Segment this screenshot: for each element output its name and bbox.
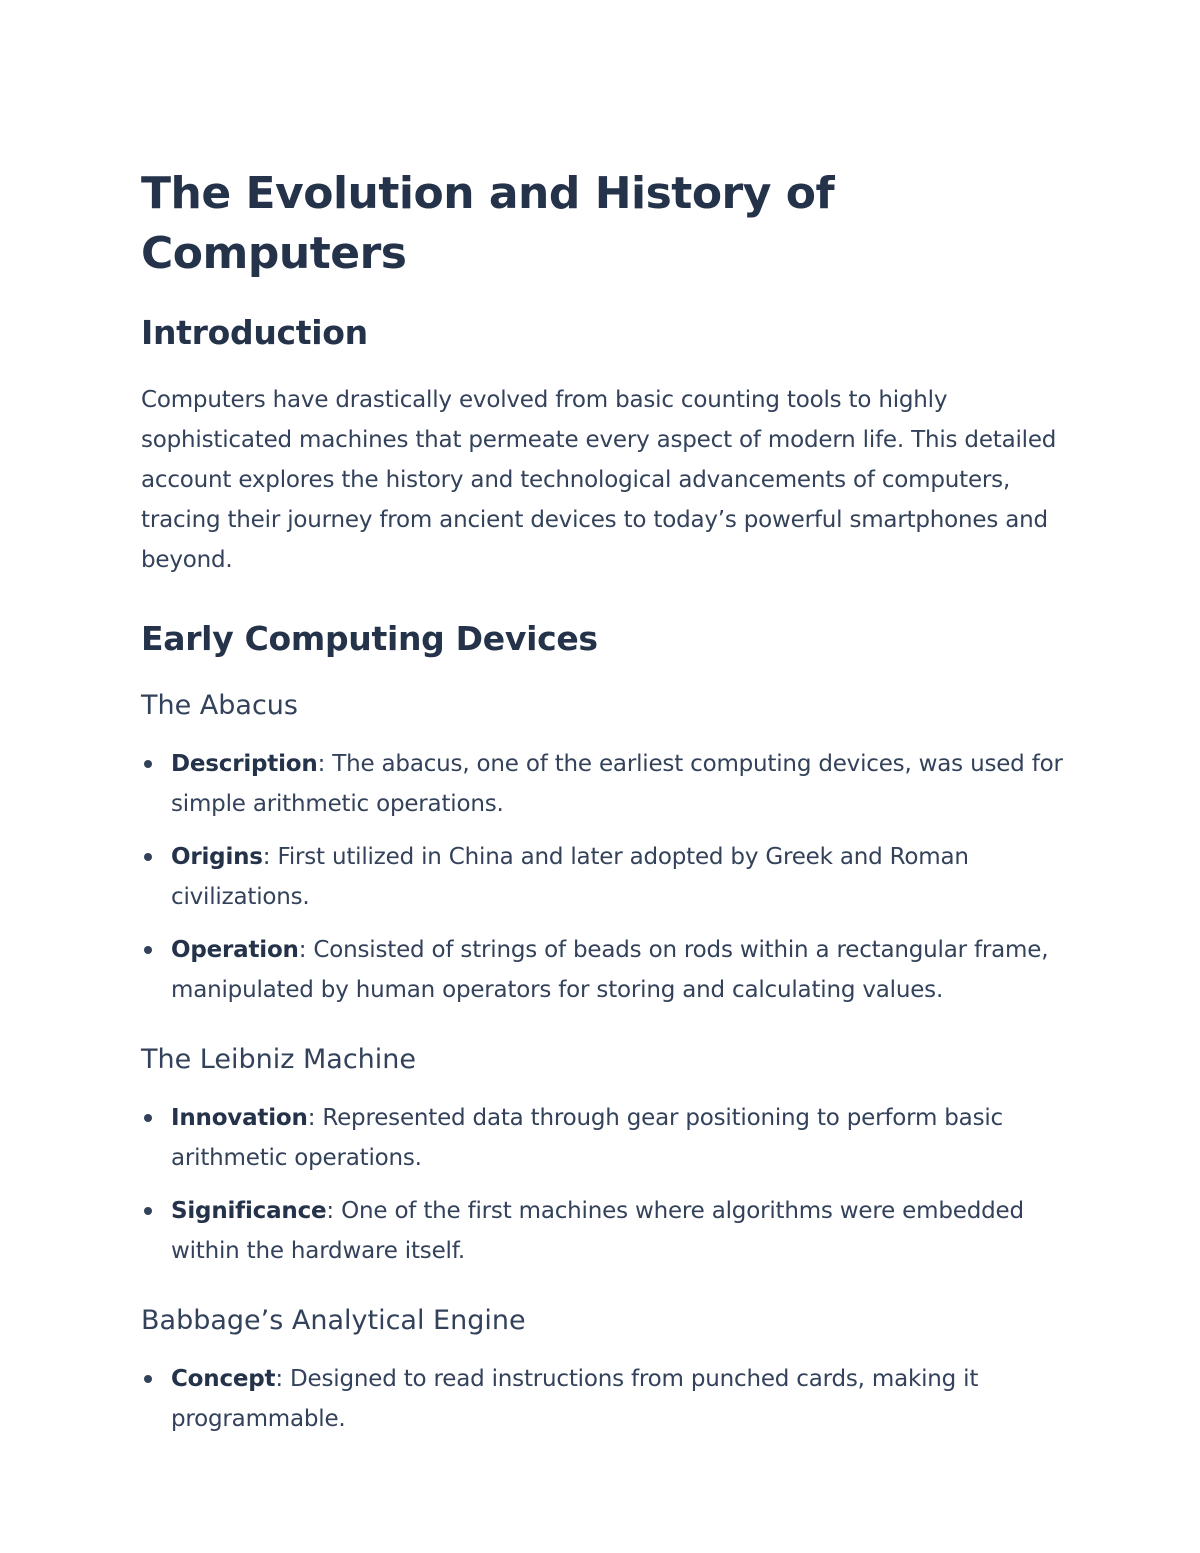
- list-item: [141, 837, 1071, 917]
- item-separator: :: [262, 844, 271, 870]
- item-label: Description: [171, 751, 318, 777]
- bullet-icon: [144, 853, 152, 861]
- list-item: [141, 1098, 1071, 1178]
- document-page: [141, 164, 1071, 1452]
- item-separator: :: [275, 1366, 283, 1392]
- intro-paragraph: Computers have drastically evolved from basic counting tools to highly sophisticated machines that permeate every aspect of modern life. This detailed account explores the history and technological advancements of computers, tracing their journey from ancient devices to today’s powerful smartphones and beyond.: [141, 387, 1057, 573]
- bullet-icon: [144, 760, 152, 768]
- item-separator: :: [298, 937, 307, 963]
- item-text: Designed to read instructions from punched cards, making it programmable.: [171, 1366, 979, 1432]
- babbage-list: [141, 1359, 1071, 1439]
- document-title: The Evolution and History of Computers: [141, 168, 835, 279]
- leibniz-list: [141, 1098, 1071, 1271]
- list-item: [141, 744, 1071, 824]
- item-text: First utilized in China and later adopted by Greek and Roman civilizations.: [171, 844, 969, 910]
- item-text: The abacus, one of the earliest computing devices, was used for simple arithmetic operations.: [171, 751, 1063, 817]
- item-separator: :: [317, 751, 326, 777]
- abacus-heading: The Abacus: [141, 690, 298, 721]
- item-label: Significance: [171, 1198, 327, 1224]
- leibniz-heading: The Leibniz Machine: [141, 1044, 417, 1075]
- item-text: One of the first machines where algorithms were embedded within the hardware itself.: [171, 1198, 1024, 1264]
- bullet-icon: [144, 1207, 152, 1215]
- bullet-icon: [144, 1114, 152, 1122]
- item-separator: :: [326, 1198, 334, 1224]
- list-item: [141, 1359, 1071, 1439]
- abacus-list: [141, 744, 1071, 1010]
- item-label: Concept: [171, 1366, 276, 1392]
- item-label: Origins: [171, 844, 263, 870]
- early-devices-heading: Early Computing Devices: [141, 619, 598, 658]
- bullet-icon: [144, 946, 152, 954]
- item-label: Innovation: [171, 1105, 308, 1131]
- item-text: Represented data through gear positioning to perform basic arithmetic operations.: [171, 1105, 1003, 1171]
- item-text: Consisted of strings of beads on rods within a rectangular frame, manipulated by human operators for storing and calculating values.: [171, 937, 1049, 1003]
- item-separator: :: [307, 1105, 316, 1131]
- bullet-icon: [144, 1375, 152, 1383]
- babbage-heading: Babbage’s Analytical Engine: [141, 1305, 526, 1336]
- item-label: Operation: [171, 937, 299, 963]
- intro-heading: Introduction: [141, 313, 368, 352]
- list-item: [141, 930, 1071, 1010]
- list-item: [141, 1191, 1071, 1271]
